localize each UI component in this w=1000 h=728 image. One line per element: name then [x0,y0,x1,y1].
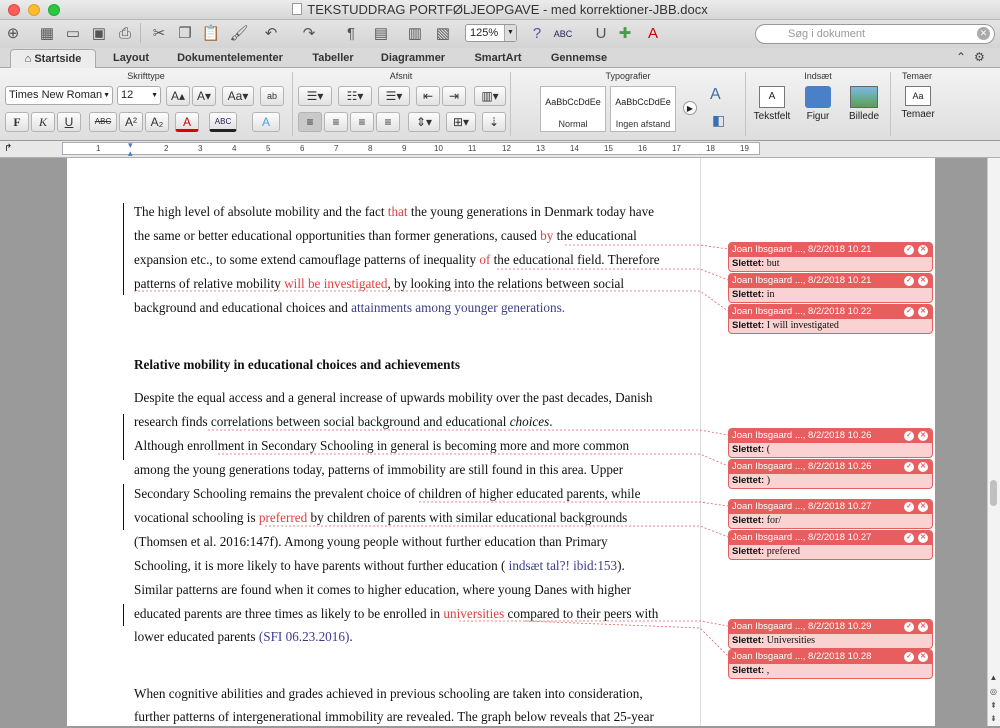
comment-balloon[interactable] [728,304,933,334]
paragraph-1-line-1 [134,201,654,223]
scrollbar-thumb[interactable] [990,480,997,506]
group-paragraph-label: Afsnit [389,71,413,81]
paragraph-2-line-3: Although enrollment in Secondary Schooling in general is becoming more and more common [134,438,630,453]
font-size-select[interactable] [117,86,161,105]
group-separator [292,72,293,136]
change-bar [123,604,124,626]
paragraph-3-line-1: When cognitive abilities and grades achieved in previous schooling are taken into consideration, [134,686,643,701]
help-icon[interactable]: ? [532,25,542,42]
tab-smartart[interactable]: SmartArt [474,52,522,64]
search-placeholder: Søg i dokument [788,28,866,40]
text-run: research finds correlations between social background and educational [134,414,510,429]
ruler-bar[interactable] [62,142,760,155]
manage-styles-icon[interactable]: ◧ [712,112,726,128]
document-icon [292,3,302,15]
accept-icon[interactable]: ✓ [904,276,914,286]
accept-icon[interactable]: ✓ [904,533,914,543]
deleted-text[interactable]: of [479,252,491,267]
font-color-tool-icon[interactable]: A [647,25,658,42]
align-right-button[interactable]: ≡ [350,112,374,132]
paragraph-2-line-9: Similar patterns are found when it comes to higher education, where young Danes with higher [134,582,631,597]
group-insert-label: Indsæt [804,71,832,81]
ruler-mark: 1 [96,144,101,153]
reject-icon[interactable]: ✕ [918,502,928,512]
textbox-button[interactable] [750,86,794,122]
accept-icon[interactable]: ✓ [904,502,914,512]
decrease-indent-button[interactable]: ⇤ [416,86,440,106]
reject-icon[interactable]: ✕ [918,431,928,441]
comment-author: Joan Ibsgaard ..., 8/2/2018 10.28 [732,651,872,662]
ruler-mark: 15 [604,144,613,153]
comment-balloon[interactable] [728,242,933,272]
reject-icon[interactable]: ✕ [918,307,928,317]
style-normal[interactable] [540,86,606,132]
paragraph-2-line-1: Despite the equal access and a general increase of upwards mobility over the past decades, Danish [134,390,653,405]
shape-button[interactable] [798,86,838,122]
deleted-text[interactable]: that [387,204,408,219]
columns-button[interactable]: ▥▾ [474,86,506,106]
styles-next-icon[interactable]: ▶ [683,101,697,115]
ruler-mark: 16 [638,144,647,153]
underline-button[interactable]: U [57,112,81,132]
comment-text: ( [766,444,771,455]
redo-icon[interactable]: ↷ [302,25,316,42]
increase-indent-button[interactable]: ⇥ [442,86,466,106]
text-run: . [349,629,353,644]
deleted-text[interactable]: will be investigated [284,276,388,291]
indent-marker-icon[interactable]: ▾ ▴ [128,140,133,158]
reject-icon[interactable]: ✕ [918,245,928,255]
comment-label: Slettet: [732,289,765,300]
comment-text: I will investigated [766,320,839,331]
inserted-text[interactable]: (SFI 06.23.2016) [258,629,350,644]
ruler-mark: 19 [740,144,749,153]
comment-author: Joan Ibsgaard ..., 8/2/2018 10.26 [732,461,872,472]
paragraph-2-line-6 [134,507,627,529]
paragraph-1-line-5 [134,297,565,319]
accept-icon[interactable]: ✓ [904,462,914,472]
grow-font-button[interactable]: A▴ [166,86,190,106]
next-page-icon[interactable]: ⇟ [990,714,997,723]
window-title: TEKSTUDDRAG PORTFØLJEOPGAVE - med korrektioner-JBB.docx [307,2,708,17]
browse-object-icon[interactable]: ◎ [990,687,997,696]
accept-icon[interactable]: ✓ [904,245,914,255]
style-ingen-afstand[interactable] [610,86,676,132]
font-size-value: 12 [121,89,134,101]
paragraph-1-line-3 [134,249,660,271]
comment-author: Joan Ibsgaard ..., 8/2/2018 10.21 [732,275,872,286]
scroll-up-icon[interactable]: ▲ [989,673,998,682]
styles-pane-icon[interactable]: A [710,86,721,103]
comment-text: but [766,258,780,269]
comment-label: Slettet: [732,515,765,526]
text-run: , by looking into the relations between social [387,276,625,291]
new-document-icon[interactable]: ⊕ [6,25,20,42]
group-separator [890,72,891,136]
ribbon-settings-icon[interactable]: ⚙ [974,50,985,64]
chevron-down-icon: ▼ [151,92,158,99]
text-run: compared to their peers with [504,606,659,621]
comment-balloon[interactable] [728,619,933,649]
text-run: lower educated parents [134,629,259,644]
style-preview: AaBbCcDdEe [545,97,601,107]
cut-icon[interactable]: ✂ [152,25,166,42]
text-run: by children of parents with similar educational backgrounds [307,510,628,525]
deleted-text[interactable]: by [540,228,554,243]
zoom-select[interactable] [465,24,517,42]
shrink-font-button[interactable]: A▾ [192,86,216,106]
save-icon[interactable]: ▣ [91,25,107,42]
ruler-mark: 7 [334,144,339,153]
collapse-ribbon-icon[interactable]: ⌃ [956,50,967,64]
superscript-button[interactable]: A² [119,112,143,132]
paragraph-2-line-10 [134,603,658,625]
deleted-text[interactable]: universities [443,606,505,621]
spelling-icon[interactable]: ABC [553,29,573,39]
ruler-mark: 3 [198,144,203,153]
chevron-down-icon: ▼ [504,25,516,41]
text-direction-button[interactable]: ⇣ [482,112,506,132]
picture-icon [850,86,878,108]
paragraph-2-line-8 [134,555,625,577]
tab-tabeller[interactable]: Tabeller [312,52,354,64]
reject-icon[interactable]: ✕ [918,652,928,662]
comment-author: Joan Ibsgaard ..., 8/2/2018 10.27 [732,501,872,512]
inserted-text[interactable]: indsæt tal?! ibid:153 [508,558,618,573]
text-run: the same or better educational opportunities than former generations, caused [134,228,541,243]
comment-text: Universities [766,635,816,646]
home-icon: ⌂ [24,53,35,65]
group-separator [510,72,511,136]
comment-label: Slettet: [732,635,765,646]
comment-author: Joan Ibsgaard ..., 8/2/2018 10.21 [732,244,872,255]
style-preview: AaBbCcDdEe [615,97,671,107]
themes-button[interactable] [896,86,940,120]
accept-icon[interactable]: ✓ [904,431,914,441]
comment-label: Slettet: [732,665,765,676]
tab-gennemse[interactable]: Gennemse [550,52,608,64]
comment-balloon[interactable] [728,499,933,529]
media-browser-icon[interactable]: ▧ [435,25,451,42]
paragraph-2-line-4: among the young generations today, patterns of immobility are still found in this area. Upper [134,462,624,477]
comment-label: Slettet: [732,258,765,269]
comment-text: , [766,665,770,676]
change-case-button[interactable]: Aa▾ [222,86,254,106]
text-run: the young generations in Denmark today have [407,204,655,219]
comment-author: Joan Ibsgaard ..., 8/2/2018 10.22 [732,306,872,317]
comment-author: Joan Ibsgaard ..., 8/2/2018 10.27 [732,532,872,543]
paragraph-3-line-2: further patterns of intergenerational immobility are revealed. The graph below reveals that 25-year [134,709,654,724]
tab-dokumentelementer[interactable]: Dokumentelementer [177,52,283,64]
tab-label: Startside [34,53,82,65]
open-folder-icon[interactable]: ▭ [65,25,81,42]
comment-label: Slettet: [732,546,765,557]
section-heading: Relative mobility in educational choices and achievements [134,357,461,372]
shape-icon [805,86,831,108]
comment-text: in [766,289,775,300]
ruler-mark: 14 [570,144,579,153]
deleted-text[interactable]: preferred [258,510,308,525]
ruler-mark: 18 [706,144,715,153]
accept-icon[interactable]: ✓ [904,622,914,632]
group-styles-label: Typografier [605,71,651,81]
line-spacing-button[interactable]: ⇕▾ [408,112,440,132]
font-name-select[interactable] [5,86,113,105]
text-run: . [549,414,553,429]
templates-icon[interactable]: ▦ [39,25,55,42]
paste-icon[interactable]: 📋 [201,25,221,42]
paragraph-2-line-7: (Thomsen et al. 2016:147f). Among young people without further education than Primary [134,534,608,549]
italic-button[interactable]: K [31,112,55,132]
shape-label: Figur [806,111,830,122]
paragraph-2-line-5: Secondary Schooling remains the prevalent choice of children of higher educated parents, while [134,486,641,501]
group-themes-label: Temaer [901,71,932,81]
comment-balloon[interactable] [728,530,933,560]
copy-icon[interactable]: ❐ [178,25,192,42]
text-run: ). [617,558,625,573]
tab-layout[interactable]: Layout [112,52,150,64]
accept-icon[interactable]: ✓ [904,652,914,662]
clear-search-icon[interactable]: ✕ [977,27,990,40]
zoom-value: 125% [470,27,499,39]
previous-page-icon[interactable]: ⇞ [990,701,997,710]
align-left-button[interactable]: ≡ [298,112,322,132]
subscript-button[interactable]: A₂ [145,112,169,132]
ruler-mark: 10 [434,144,443,153]
highlight-button[interactable]: ABC [209,112,237,132]
vertical-scrollbar[interactable] [987,158,1000,726]
paragraph-1-line-4 [134,273,624,295]
reject-icon[interactable]: ✕ [918,276,928,286]
strikethrough-button[interactable]: ABC [89,112,117,132]
text-run: educated parents are three times as likely to be enrolled in [134,606,444,621]
font-color-button[interactable]: A [175,112,199,132]
borders-button[interactable]: ⊞▾ [446,112,476,132]
search-input[interactable] [755,24,995,44]
inserted-text[interactable]: attainments among younger generations. [351,300,566,315]
text-run: vocational schooling is [134,510,259,525]
paragraph-2-line-11 [134,626,353,648]
ruler-mark: 5 [266,144,271,153]
numbering-button[interactable]: ☷▾ [338,86,372,106]
text-run: the educational field. Therefore [490,252,660,267]
text-run: expansion etc., to some extend camouflage patterns of inequality [134,252,480,267]
justify-button[interactable]: ≡ [376,112,400,132]
undo-icon[interactable]: ↶ [264,25,278,42]
comment-text: prefered [766,546,801,557]
themes-icon: Aa [905,86,931,106]
view-icon[interactable]: ▤ [373,25,389,42]
comment-label: Slettet: [732,320,765,331]
chevron-down-icon: ▼ [103,92,110,99]
accept-icon[interactable]: ✓ [904,307,914,317]
text-run: the educational [553,228,637,243]
tab-stop-icon[interactable]: ↱ [4,143,13,154]
text-run: background and educational choices and [134,300,352,315]
reject-icon[interactable]: ✕ [918,462,928,472]
paragraph-1-line-2 [134,225,637,247]
comment-author: Joan Ibsgaard ..., 8/2/2018 10.29 [732,621,872,632]
group-font-label: Skrifttype [127,71,165,81]
text-effects-button[interactable]: A [252,112,280,132]
comment-author: Joan Ibsgaard ..., 8/2/2018 10.26 [732,430,872,441]
ruler-mark: 12 [502,144,511,153]
ruler-mark: 9 [402,144,407,153]
align-center-button[interactable]: ≡ [324,112,348,132]
style-name: Normal [558,119,588,129]
ruler-mark: 17 [672,144,681,153]
ruler-mark: 6 [300,144,305,153]
comment-balloon[interactable] [728,428,933,458]
paragraph-2-line-2 [134,411,553,433]
font-name-value: Times New Roman [9,89,103,101]
tab-startside[interactable] [10,49,96,68]
ruler-mark: 4 [232,144,237,153]
comment-text: ) [766,475,771,486]
comment-balloon[interactable] [728,273,933,303]
text-run: Schooling, it is more likely to have parents without further education ( [134,558,509,573]
textbox-icon: A [759,86,785,108]
comment-balloon[interactable] [728,459,933,489]
change-bar [123,203,124,295]
comment-balloon[interactable] [728,649,933,679]
multilevel-list-button[interactable]: ☰▾ [378,86,410,106]
text-run: patterns of relative mobility [134,276,285,291]
comment-text: for/ [766,515,782,526]
comment-label: Slettet: [732,475,765,486]
picture-button[interactable] [842,86,886,122]
sidebar-icon[interactable]: ▥ [407,25,423,42]
reject-icon[interactable]: ✕ [918,533,928,543]
paragraph-marks-icon[interactable]: ¶ [346,25,356,42]
window-title-wrap [0,0,1000,20]
underline-tool-icon[interactable]: U [595,25,607,42]
themes-label: Temaer [901,109,935,120]
bullets-button[interactable]: ☰▾ [298,86,332,106]
bold-button[interactable]: F [5,112,29,132]
picture-label: Billede [848,111,880,122]
ruler-mark: 8 [368,144,373,153]
ruler-mark: 2 [164,144,169,153]
tab-diagrammer[interactable]: Diagrammer [380,52,446,64]
change-bar [123,414,124,460]
format-painter-icon[interactable]: 🖌 [229,25,249,42]
italic-text: choices [509,414,550,429]
comment-icon[interactable]: ✚ [618,25,632,42]
ruler-mark: 13 [536,144,545,153]
text-run: The high level of absolute mobility and the fact [134,204,388,219]
change-bar [123,484,124,530]
reject-icon[interactable]: ✕ [918,622,928,632]
clear-formatting-button[interactable]: ab [260,86,284,106]
group-separator [745,72,746,136]
comment-label: Slettet: [732,444,765,455]
style-name: Ingen afstand [615,119,671,129]
toolbar-separator [140,23,141,43]
textbox-label: Tekstfelt [753,111,791,122]
ruler-mark: 11 [468,144,477,153]
print-icon[interactable]: ⎙ [118,25,131,42]
